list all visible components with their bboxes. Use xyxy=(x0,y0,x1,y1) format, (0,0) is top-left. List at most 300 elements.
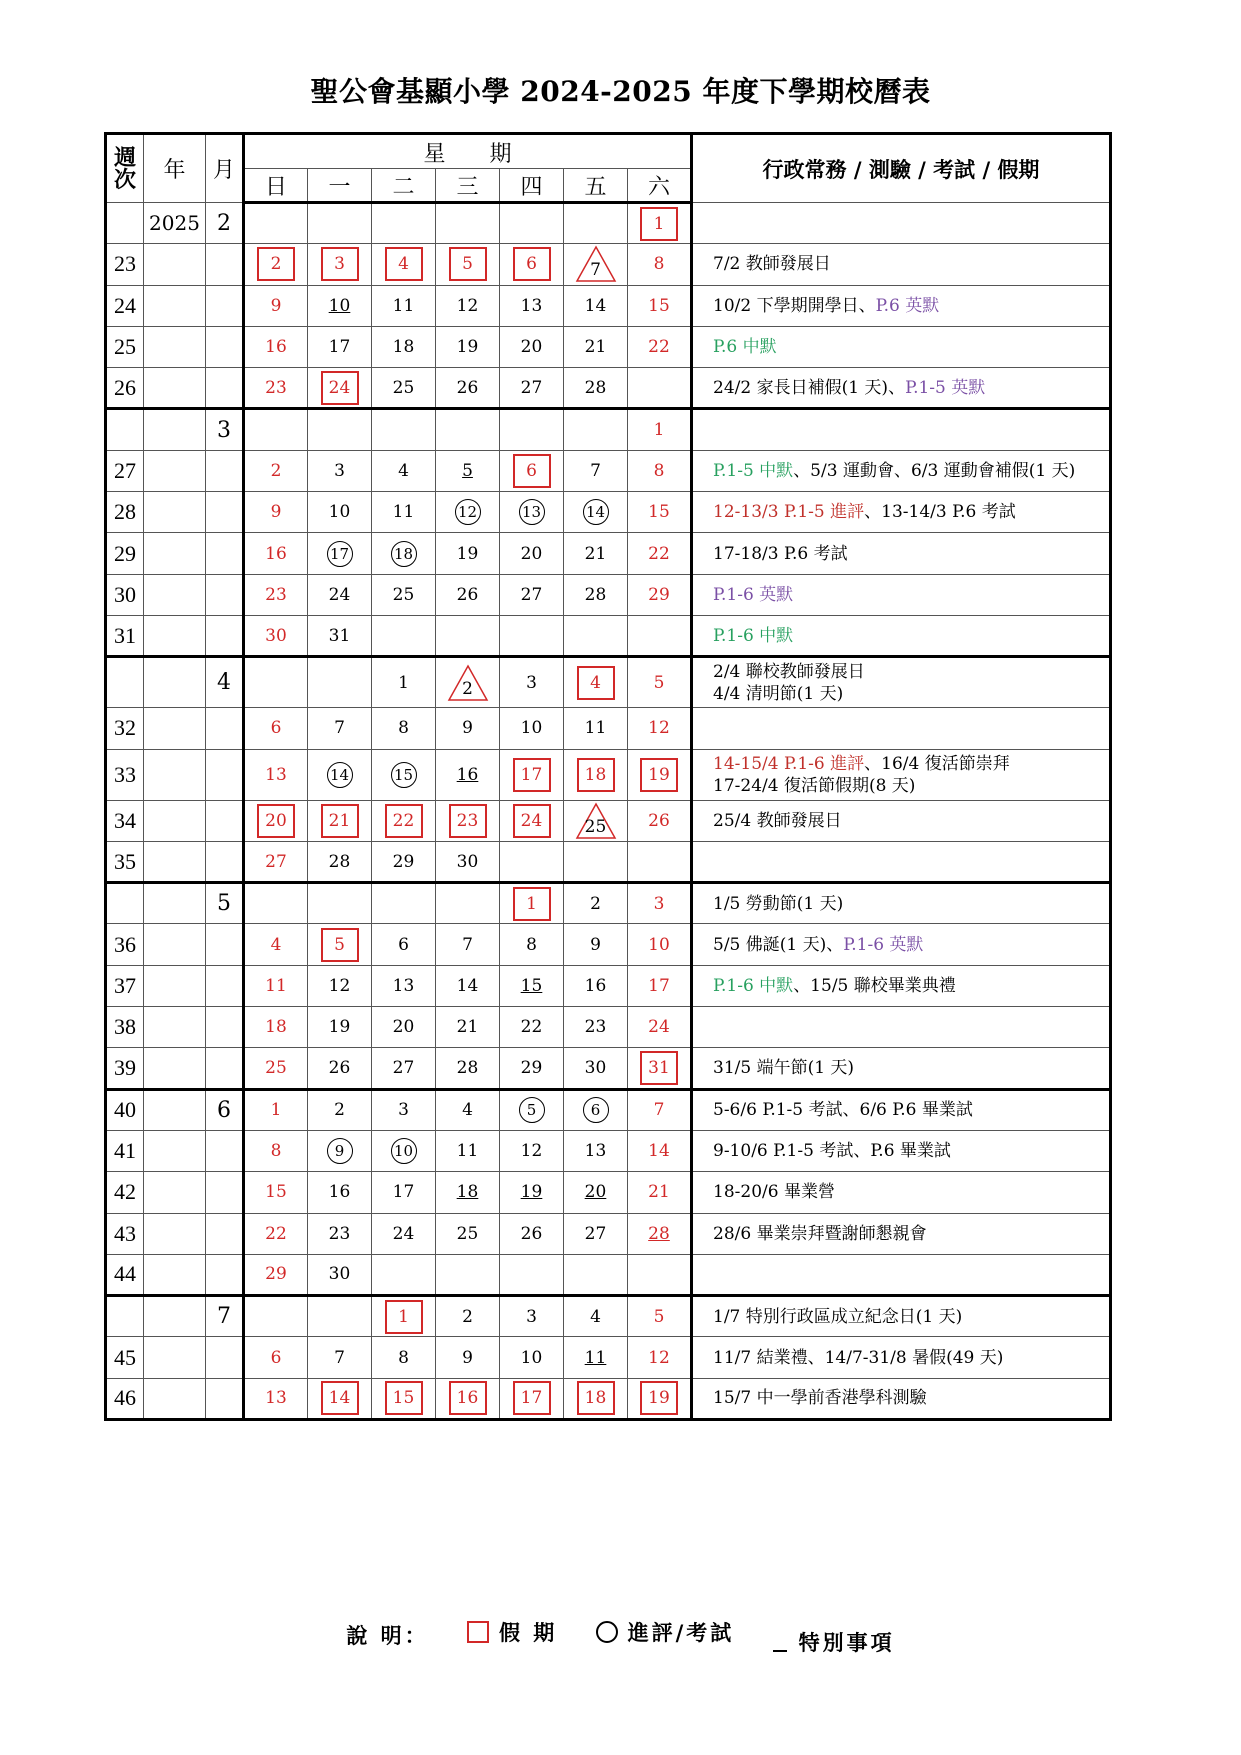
date-number: 24 xyxy=(392,1223,415,1244)
note-line xyxy=(713,584,1109,606)
week-number: 34 xyxy=(106,800,144,841)
day-cell-thu xyxy=(500,1296,564,1337)
date-number: 14 xyxy=(648,1141,670,1162)
date-number: 28 xyxy=(328,851,351,872)
calendar-row xyxy=(106,1089,1111,1130)
day-cell-fri xyxy=(564,450,628,491)
day-cell-thu xyxy=(500,1007,564,1048)
holiday-date: 4 xyxy=(385,247,423,281)
note-line xyxy=(713,295,1109,317)
week-number: 32 xyxy=(106,708,144,749)
date-number: 7 xyxy=(653,1100,665,1121)
note-text: 31/5 端午節(1 天) xyxy=(713,1057,855,1078)
special-date: 11 xyxy=(584,1347,607,1368)
date-number: 16 xyxy=(328,1182,351,1203)
day-cell-thu xyxy=(500,708,564,749)
red-square-icon xyxy=(467,1621,489,1643)
date-number: 2 xyxy=(270,460,282,481)
calendar-row xyxy=(106,244,1111,285)
notes-cell xyxy=(692,492,1111,533)
date-number: 3 xyxy=(526,672,537,693)
date-number: 1 xyxy=(398,672,409,693)
month-cell xyxy=(206,1337,244,1378)
day-cell-sun xyxy=(244,409,308,450)
day-cell-wed xyxy=(436,285,500,326)
note-line xyxy=(713,543,1109,565)
month-cell xyxy=(206,1213,244,1254)
date-number: 7 xyxy=(462,934,473,955)
year-cell xyxy=(144,1254,206,1295)
date-number: 4 xyxy=(270,934,282,955)
month-cell xyxy=(206,368,244,409)
month-cell xyxy=(206,1378,244,1419)
day-cell-wed xyxy=(436,244,500,285)
holiday-date: 16 xyxy=(449,1381,487,1415)
day-cell-tue xyxy=(372,1378,436,1419)
date-number: 19 xyxy=(456,337,479,358)
note-text: 10/2 下學期開學日、 xyxy=(713,295,876,316)
teacher-development-date xyxy=(447,664,489,702)
day-cell-fri xyxy=(564,1337,628,1378)
week-number: 36 xyxy=(106,924,144,965)
day-cell-wed xyxy=(436,533,500,574)
date-number: 26 xyxy=(328,1057,351,1078)
day-cell-sun xyxy=(244,708,308,749)
calendar-body xyxy=(106,203,1111,1420)
month-cell xyxy=(206,1048,244,1089)
date-number: 8 xyxy=(526,934,537,955)
day-cell-tue xyxy=(372,574,436,615)
day-cell-fri xyxy=(564,1213,628,1254)
day-cell-sun xyxy=(244,841,308,882)
day-cell-tue xyxy=(372,708,436,749)
year-cell xyxy=(144,965,206,1006)
legend-special xyxy=(773,1627,895,1657)
day-cell-tue xyxy=(372,1130,436,1171)
day-cell-mon xyxy=(308,1213,372,1254)
week-number: 41 xyxy=(106,1130,144,1171)
day-cell-tue xyxy=(372,326,436,367)
week-number: 29 xyxy=(106,533,144,574)
day-cell-mon xyxy=(308,368,372,409)
date-number: 22 xyxy=(648,543,670,564)
holiday-date: 5 xyxy=(321,928,359,962)
day-cell-fri xyxy=(564,708,628,749)
date-number: 2 xyxy=(462,1306,473,1327)
year-cell xyxy=(144,1007,206,1048)
day-cell-mon xyxy=(308,1007,372,1048)
special-date: 19 xyxy=(520,1182,543,1203)
year-cell xyxy=(144,615,206,656)
notes-cell xyxy=(692,450,1111,491)
date-number: 11 xyxy=(392,295,415,316)
day-cell-mon xyxy=(308,1337,372,1378)
day-cell-sun xyxy=(244,1172,308,1213)
date-number: 12 xyxy=(328,975,351,996)
day-cell-sun xyxy=(244,574,308,615)
note-text: P.1-5 英默 xyxy=(905,377,986,398)
week-number: 27 xyxy=(106,450,144,491)
calendar-row xyxy=(106,800,1111,841)
date-number: 27 xyxy=(520,377,543,398)
year-cell: 2025 xyxy=(144,203,206,244)
day-cell-fri xyxy=(564,533,628,574)
year-cell xyxy=(144,574,206,615)
day-cell-thu xyxy=(500,883,564,924)
day-cell-sun xyxy=(244,203,308,244)
day-cell-fri xyxy=(564,409,628,450)
year-cell xyxy=(144,800,206,841)
date-number: 5 xyxy=(653,672,665,693)
holiday-date: 1 xyxy=(640,207,678,241)
day-cell-mon xyxy=(308,285,372,326)
holiday-date: 22 xyxy=(385,804,423,838)
calendar-row xyxy=(106,1337,1111,1378)
note-line xyxy=(713,934,1109,956)
calendar-row xyxy=(106,450,1111,491)
day-cell-wed xyxy=(436,368,500,409)
month-cell xyxy=(206,1172,244,1213)
holiday-date: 3 xyxy=(321,247,359,281)
day-cell-fri xyxy=(564,368,628,409)
note-line xyxy=(713,1057,1109,1079)
date-number: 8 xyxy=(653,460,665,481)
day-cell-tue xyxy=(372,1254,436,1295)
notes-cell xyxy=(692,1007,1111,1048)
day-cell-sat xyxy=(628,1172,692,1213)
week-number: 39 xyxy=(106,1048,144,1089)
date-number: 29 xyxy=(648,584,670,605)
year-cell xyxy=(144,1089,206,1130)
note-line xyxy=(713,625,1109,647)
circle-icon xyxy=(596,1621,618,1643)
week-number: 44 xyxy=(106,1254,144,1295)
note-line xyxy=(713,1387,1109,1409)
date-number: 12 xyxy=(520,1141,543,1162)
legend-holiday-label: 假 期 xyxy=(499,1620,558,1645)
assessment-date: 6 xyxy=(583,1097,609,1123)
day-cell-wed xyxy=(436,1048,500,1089)
day-cell-mon xyxy=(308,1172,372,1213)
day-cell-wed xyxy=(436,1378,500,1419)
year-cell xyxy=(144,409,206,450)
day-cell-wed xyxy=(436,1296,500,1337)
calendar-row xyxy=(106,1048,1111,1089)
day-cell-sun xyxy=(244,1254,308,1295)
day-cell-tue xyxy=(372,409,436,450)
assessment-date: 13 xyxy=(519,499,545,525)
day-cell-tue xyxy=(372,1048,436,1089)
date-number: 14 xyxy=(456,975,479,996)
note-line xyxy=(713,1181,1109,1203)
notes-cell xyxy=(692,285,1111,326)
note-line xyxy=(713,1306,1109,1328)
note-text: 、15/5 聯校畢業典禮 xyxy=(793,975,956,996)
day-cell-tue xyxy=(372,533,436,574)
day-cell-tue xyxy=(372,749,436,800)
week-number: 28 xyxy=(106,492,144,533)
assessment-date: 14 xyxy=(583,499,609,525)
day-cell-sun xyxy=(244,244,308,285)
date-number: 11 xyxy=(584,718,607,739)
week-number: 43 xyxy=(106,1213,144,1254)
date-number: 26 xyxy=(456,584,479,605)
day-cell-fri xyxy=(564,203,628,244)
calendar-row xyxy=(106,841,1111,882)
date-number: 10 xyxy=(520,718,543,739)
month-cell: 5 xyxy=(206,883,244,924)
notes-cell xyxy=(692,800,1111,841)
holiday-date: 1 xyxy=(385,1300,423,1334)
day-cell-sun xyxy=(244,1048,308,1089)
date-number: 13 xyxy=(392,975,415,996)
year-cell xyxy=(144,326,206,367)
special-date: 16 xyxy=(456,764,479,785)
day-cell-tue xyxy=(372,1337,436,1378)
day-cell-tue xyxy=(372,1089,436,1130)
teacher-development-date-label: 2 xyxy=(462,678,473,699)
day-cell-fri xyxy=(564,1048,628,1089)
holiday-date: 31 xyxy=(640,1051,678,1085)
date-number: 28 xyxy=(584,584,607,605)
date-number: 12 xyxy=(456,295,479,316)
day-cell-sat xyxy=(628,657,692,708)
calendar-row xyxy=(106,492,1111,533)
day-cell-fri xyxy=(564,326,628,367)
holiday-date: 18 xyxy=(577,758,615,792)
month-cell xyxy=(206,244,244,285)
date-number: 15 xyxy=(648,295,670,316)
date-number: 4 xyxy=(590,1306,601,1327)
underline-icon xyxy=(773,1650,787,1652)
calendar-row xyxy=(106,285,1111,326)
notes-cell xyxy=(692,244,1111,285)
notes-cell xyxy=(692,368,1111,409)
month-cell xyxy=(206,924,244,965)
date-number: 31 xyxy=(328,625,351,646)
day-cell-fri xyxy=(564,883,628,924)
note-line xyxy=(713,975,1109,997)
day-cell-sat xyxy=(628,450,692,491)
holiday-date: 15 xyxy=(385,1381,423,1415)
day-cell-sat xyxy=(628,708,692,749)
day-cell-tue xyxy=(372,924,436,965)
day-cell-sat xyxy=(628,1048,692,1089)
legend xyxy=(0,1617,1241,1657)
notes-cell xyxy=(692,1130,1111,1171)
day-cell-mon xyxy=(308,409,372,450)
day-cell-wed xyxy=(436,450,500,491)
date-number: 17 xyxy=(392,1182,415,1203)
date-number: 22 xyxy=(520,1017,543,1038)
date-number: 3 xyxy=(398,1100,409,1121)
date-number: 8 xyxy=(653,254,665,275)
day-cell-mon xyxy=(308,203,372,244)
day-cell-fri xyxy=(564,1254,628,1295)
week-header-label: 週次 xyxy=(114,144,137,193)
date-number: 13 xyxy=(265,764,287,785)
assessment-date: 12 xyxy=(455,499,481,525)
date-number: 2 xyxy=(334,1100,345,1121)
notes-cell xyxy=(692,1378,1111,1419)
holiday-date: 5 xyxy=(449,247,487,281)
note-text: 17-18/3 P.6 考試 xyxy=(713,543,848,564)
notes-cell xyxy=(692,574,1111,615)
day-cell-wed xyxy=(436,1337,500,1378)
year-cell xyxy=(144,708,206,749)
note-text: 11/7 結業禮、14/7-31/8 暑假(49 天) xyxy=(713,1347,1004,1368)
calendar-row xyxy=(106,1213,1111,1254)
notes-cell xyxy=(692,749,1111,800)
calendar-row xyxy=(106,965,1111,1006)
special-date: 20 xyxy=(584,1182,607,1203)
note-text: 、5/3 運動會、6/3 運動會補假(1 天) xyxy=(793,460,1076,481)
day-cell-sun xyxy=(244,1296,308,1337)
day-cell-sun xyxy=(244,326,308,367)
year-cell xyxy=(144,285,206,326)
date-number: 14 xyxy=(584,295,607,316)
day-cell-fri xyxy=(564,1007,628,1048)
date-number: 3 xyxy=(526,1306,537,1327)
date-number: 23 xyxy=(328,1223,351,1244)
day-cell-mon xyxy=(308,883,372,924)
day-header-sun: 日 xyxy=(244,169,308,203)
date-number: 20 xyxy=(520,543,543,564)
day-cell-thu xyxy=(500,492,564,533)
month-cell xyxy=(206,326,244,367)
day-cell-mon xyxy=(308,1254,372,1295)
note-text: 9-10/6 P.1-5 考試、P.6 畢業試 xyxy=(713,1141,951,1162)
date-number: 18 xyxy=(392,337,415,358)
holiday-date: 21 xyxy=(321,804,359,838)
day-cell-sat xyxy=(628,1089,692,1130)
year-cell xyxy=(144,1172,206,1213)
date-number: 26 xyxy=(520,1223,543,1244)
holiday-date: 19 xyxy=(640,758,678,792)
day-cell-fri xyxy=(564,244,628,285)
notes-header: 行政常務 / 測驗 / 考試 / 假期 xyxy=(692,134,1111,203)
year-header: 年 xyxy=(144,134,206,203)
day-cell-wed xyxy=(436,1254,500,1295)
date-number: 10 xyxy=(328,502,351,523)
date-number: 2 xyxy=(590,893,601,914)
note-text: 5-6/6 P.1-5 考試、6/6 P.6 畢業試 xyxy=(713,1100,973,1121)
date-number: 4 xyxy=(398,460,409,481)
note-text: P.1-6 英默 xyxy=(713,584,794,605)
day-cell-sun xyxy=(244,533,308,574)
day-cell-tue xyxy=(372,1296,436,1337)
notes-cell xyxy=(692,533,1111,574)
date-number: 13 xyxy=(520,295,543,316)
calendar-row xyxy=(106,1130,1111,1171)
month-cell xyxy=(206,1007,244,1048)
holiday-date: 14 xyxy=(321,1381,359,1415)
notes-cell xyxy=(692,708,1111,749)
day-cell-mon xyxy=(308,244,372,285)
year-cell xyxy=(144,533,206,574)
note-text: P.1-6 中默 xyxy=(713,975,794,996)
assessment-date: 14 xyxy=(327,762,353,788)
day-header-mon: 一 xyxy=(308,169,372,203)
note-text: 、13-14/3 P.6 考試 xyxy=(864,502,1016,523)
day-cell-thu xyxy=(500,1089,564,1130)
special-date: 5 xyxy=(462,460,473,481)
notes-cell xyxy=(692,203,1111,244)
holiday-date: 4 xyxy=(577,666,615,700)
note-text: 18-20/6 畢業營 xyxy=(713,1182,835,1203)
day-cell-mon xyxy=(308,1089,372,1130)
date-number: 24 xyxy=(328,584,351,605)
day-cell-fri xyxy=(564,285,628,326)
year-cell xyxy=(144,492,206,533)
day-cell-sun xyxy=(244,450,308,491)
day-cell-tue xyxy=(372,615,436,656)
day-cell-sat xyxy=(628,203,692,244)
date-number: 25 xyxy=(456,1223,479,1244)
date-number: 19 xyxy=(456,543,479,564)
year-cell xyxy=(144,924,206,965)
day-cell-sun xyxy=(244,1089,308,1130)
date-number: 27 xyxy=(392,1057,415,1078)
week-number: 38 xyxy=(106,1007,144,1048)
day-cell-sat xyxy=(628,244,692,285)
day-cell-thu xyxy=(500,749,564,800)
calendar-row xyxy=(106,574,1111,615)
month-cell: 4 xyxy=(206,657,244,708)
day-cell-mon xyxy=(308,965,372,1006)
week-number xyxy=(106,203,144,244)
calendar-row xyxy=(106,749,1111,800)
note-line xyxy=(713,1140,1109,1162)
notes-cell xyxy=(692,841,1111,882)
note-text: P.1-5 中默 xyxy=(713,460,794,481)
date-number: 29 xyxy=(392,851,415,872)
day-cell-fri xyxy=(564,800,628,841)
date-number: 15 xyxy=(648,502,670,523)
calendar-row xyxy=(106,615,1111,656)
day-cell-wed xyxy=(436,1007,500,1048)
note-text: 4/4 清明節(1 天) xyxy=(713,683,844,704)
holiday-date: 20 xyxy=(257,804,295,838)
day-cell-mon xyxy=(308,1048,372,1089)
calendar-row xyxy=(106,1007,1111,1048)
day-cell-wed xyxy=(436,657,500,708)
month-cell xyxy=(206,1254,244,1295)
calendar-row xyxy=(106,203,1111,244)
year-cell xyxy=(144,1337,206,1378)
day-cell-sun xyxy=(244,965,308,1006)
date-number: 7 xyxy=(334,1347,345,1368)
year-cell xyxy=(144,368,206,409)
day-cell-tue xyxy=(372,203,436,244)
year-cell xyxy=(144,749,206,800)
date-number: 11 xyxy=(392,502,415,523)
note-line xyxy=(713,893,1109,915)
day-header-wed: 三 xyxy=(436,169,500,203)
teacher-development-date-label: 7 xyxy=(590,260,601,281)
note-line xyxy=(713,460,1109,482)
date-number: 20 xyxy=(520,337,543,358)
date-number: 26 xyxy=(456,377,479,398)
holiday-date: 23 xyxy=(449,804,487,838)
date-number: 16 xyxy=(265,337,287,358)
year-cell xyxy=(144,1048,206,1089)
week-number: 42 xyxy=(106,1172,144,1213)
date-number: 12 xyxy=(648,718,670,739)
note-text: 12-13/3 P.1-5 進評 xyxy=(713,502,865,523)
day-cell-sun xyxy=(244,1130,308,1171)
day-cell-sat xyxy=(628,409,692,450)
